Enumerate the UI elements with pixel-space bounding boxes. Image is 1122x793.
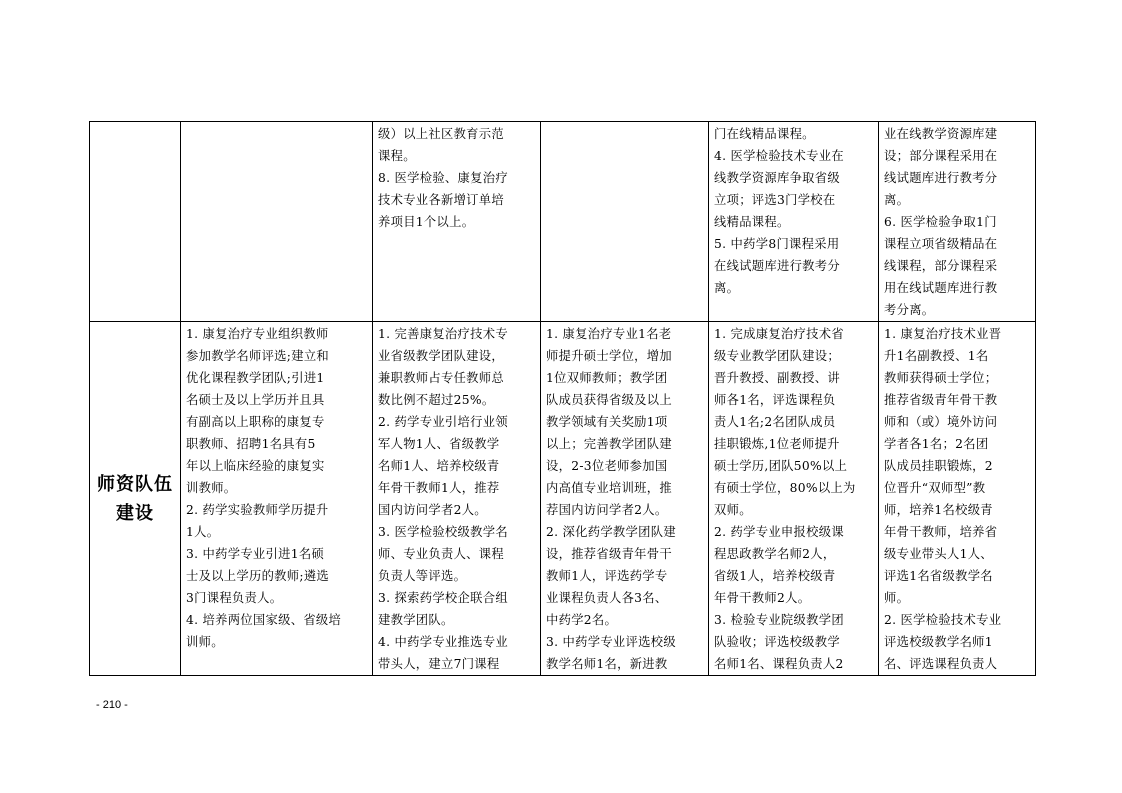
plan-cell	[879, 322, 1036, 676]
text-line: 5. 中药学8门课程采用	[714, 237, 840, 251]
text-line: 师。	[884, 591, 910, 605]
text-line: 晋升教授、副教授、讲	[714, 371, 840, 385]
text-line: 4. 中药学专业推选专业	[378, 635, 508, 649]
text-line: 教师获得硕士学位；	[884, 371, 998, 385]
text-line: 3. 医学检验校级教学名	[378, 525, 508, 539]
text-line: 教学领域有关奖励1项	[546, 415, 668, 429]
text-line: 队成员挂职锻炼，2	[884, 459, 993, 473]
text-line: 位晋升“双师型”教	[884, 481, 986, 495]
text-line: 年骨干教师，培养省	[884, 525, 998, 539]
text-line: 1. 康复治疗技术业晋	[884, 327, 1002, 341]
text-line: 名硕士及以上学历并且具	[186, 393, 325, 407]
text-line: 课程立项省级精品在	[884, 237, 998, 251]
text-line: 年以上临床经验的康复实	[186, 459, 325, 473]
text-line: 1人。	[186, 525, 220, 539]
text-line: 教学名师1名，新进教	[546, 657, 668, 671]
text-line: 2. 药学专业引培行业领	[378, 415, 508, 429]
text-line: 3. 中药学专业引进1名硕	[186, 547, 325, 561]
category-line: 建设	[116, 502, 154, 524]
text-line: 队验收；评选校级教学	[714, 635, 840, 649]
text-line: 线精品课程。	[714, 215, 790, 229]
plan-cell	[541, 122, 709, 322]
text-line: 内高值专业培训班，推	[546, 481, 672, 495]
text-line: 门在线精品课程。	[714, 127, 815, 141]
text-line: 建教学团队。	[378, 613, 454, 627]
plan-cell	[541, 322, 709, 676]
text-line: 军人物1人、省级教学	[378, 437, 500, 451]
text-line: 有硕士学位，80%以上为	[714, 481, 856, 495]
text-line: 评选1名省级教学名	[884, 569, 993, 583]
plan-table	[89, 121, 1036, 676]
text-line: 升1名副教授、1名	[884, 349, 989, 363]
text-line: 参加教学名师评选;建立和	[186, 349, 330, 363]
text-line: 设，推荐省级青年骨干	[546, 547, 672, 561]
text-line: 师、专业负责人、课程	[378, 547, 504, 561]
text-line: 责人1名;2名团队成员	[714, 415, 836, 429]
text-line: 1. 康复治疗专业组织教师	[186, 327, 329, 341]
text-line: 设；部分课程采用在	[884, 149, 998, 163]
text-line: 师和（或）境外访问	[884, 415, 998, 429]
text-line: 优化课程教学团队;引进1	[186, 371, 325, 385]
plan-cell	[879, 122, 1036, 322]
text-line: 负责人等评选。	[378, 569, 467, 583]
text-line: 训师。	[186, 635, 224, 649]
plan-cell	[181, 122, 373, 322]
text-line: 硕士学历,团队50%以上	[714, 459, 848, 473]
category-line: 师资队伍	[97, 473, 173, 495]
plan-cell	[709, 322, 879, 676]
text-line: 带头人，建立7门课程	[378, 657, 500, 671]
text-line: 立项；评选3门学校在	[714, 193, 836, 207]
text-line: 以上；完善教学团队建	[546, 437, 672, 451]
plan-cell	[181, 322, 373, 676]
page-number: - 210 -	[96, 699, 128, 711]
text-line: 推荐省级青年骨干教	[884, 393, 998, 407]
text-line: 教师1人，评选药学专	[546, 569, 668, 583]
text-line: 用在线试题库进行教	[884, 281, 998, 295]
plan-cell	[709, 122, 879, 322]
text-line: 4. 医学检验技术专业在	[714, 149, 844, 163]
text-line: 6. 医学检验争取1门	[884, 215, 997, 229]
text-line: 2. 药学实验教师学历提升	[186, 503, 329, 517]
text-line: 名师1名、课程负责人2	[714, 657, 844, 671]
text-line: 考分离。	[884, 303, 935, 317]
text-line: 师提升硕士学位，增加	[546, 349, 672, 363]
text-line: 级）以上社区教育示范	[378, 127, 504, 141]
category-cell-empty	[90, 122, 181, 322]
text-line: 2. 深化药学教学团队建	[546, 525, 676, 539]
text-line: 挂职锻炼,1位老师提升	[714, 437, 840, 451]
text-line: 兼职教师占专任教师总	[378, 371, 504, 385]
category-cell	[90, 322, 181, 676]
text-line: 3. 中药学专业评选校级	[546, 635, 676, 649]
text-line: 训教师。	[186, 481, 237, 495]
text-line: 士及以上学历的教师;遴选	[186, 569, 330, 583]
text-line: 3门课程负责人。	[186, 591, 283, 605]
plan-cell	[373, 122, 541, 322]
text-line: 级专业教学团队建设；	[714, 349, 840, 363]
text-line: 2. 药学专业申报校级课	[714, 525, 844, 539]
text-line: 离。	[884, 193, 910, 207]
text-line: 离。	[714, 281, 740, 295]
text-line: 队成员获得省级及以上	[546, 393, 672, 407]
text-line: 线教学资源库争取省级	[714, 171, 840, 185]
text-line: 年骨干教师2人。	[714, 591, 811, 605]
text-line: 技术专业各新增订单培	[378, 193, 504, 207]
text-line: 设，2-3位老师参加国	[546, 459, 668, 473]
text-line: 数比例不超过25%。	[378, 393, 495, 407]
text-line: 1位双师教师；教学团	[546, 371, 668, 385]
text-line: 1. 完成康复治疗技术省	[714, 327, 844, 341]
text-line: 省级1人，培养校级青	[714, 569, 836, 583]
text-line: 线试题库进行教考分	[884, 171, 998, 185]
text-line: 师各1名，评选课程负	[714, 393, 836, 407]
text-line: 8. 医学检验、康复治疗	[378, 171, 508, 185]
text-line: 评选校级教学名师1	[884, 635, 993, 649]
text-line: 1. 完善康复治疗技术专	[378, 327, 508, 341]
text-line: 程思政教学名师2人，	[714, 547, 836, 561]
text-line: 3. 探索药学校企联合组	[378, 591, 508, 605]
text-line: 师，培养1名校级青	[884, 503, 993, 517]
text-line: 1. 康复治疗专业1名老	[546, 327, 672, 341]
text-line: 级专业带头人1人、	[884, 547, 993, 561]
text-line: 业省级教学团队建设，	[378, 349, 504, 363]
text-line: 中药学2名。	[546, 613, 618, 627]
table-row-continued	[90, 122, 1036, 322]
text-line: 名师1人、培养校级青	[378, 459, 500, 473]
text-line: 课程。	[378, 149, 416, 163]
text-line: 业课程负责人各3名、	[546, 591, 668, 605]
category-label	[96, 470, 174, 528]
text-line: 养项目1个以上。	[378, 215, 475, 229]
text-line: 国内访问学者2人。	[378, 503, 487, 517]
table-row-faculty	[90, 322, 1036, 676]
text-line: 线课程，部分课程采	[884, 259, 998, 273]
text-line: 有副高以上职称的康复专	[186, 415, 325, 429]
text-line: 名、评选课程负责人	[884, 657, 998, 671]
text-line: 业在线教学资源库建	[884, 127, 998, 141]
text-line: 在线试题库进行教考分	[714, 259, 840, 273]
text-line: 年骨干教师1人，推荐	[378, 481, 500, 495]
text-line: 3. 检验专业院级教学团	[714, 613, 844, 627]
text-line: 双师。	[714, 503, 752, 517]
text-line: 职教师、招聘1名具有5	[186, 437, 316, 451]
text-line: 学者各1名；2名团	[884, 437, 989, 451]
text-line: 荐国内访问学者2人。	[546, 503, 668, 517]
text-line: 2. 医学检验技术专业	[884, 613, 1002, 627]
plan-cell	[373, 322, 541, 676]
text-line: 4. 培养两位国家级、省级培	[186, 613, 342, 627]
